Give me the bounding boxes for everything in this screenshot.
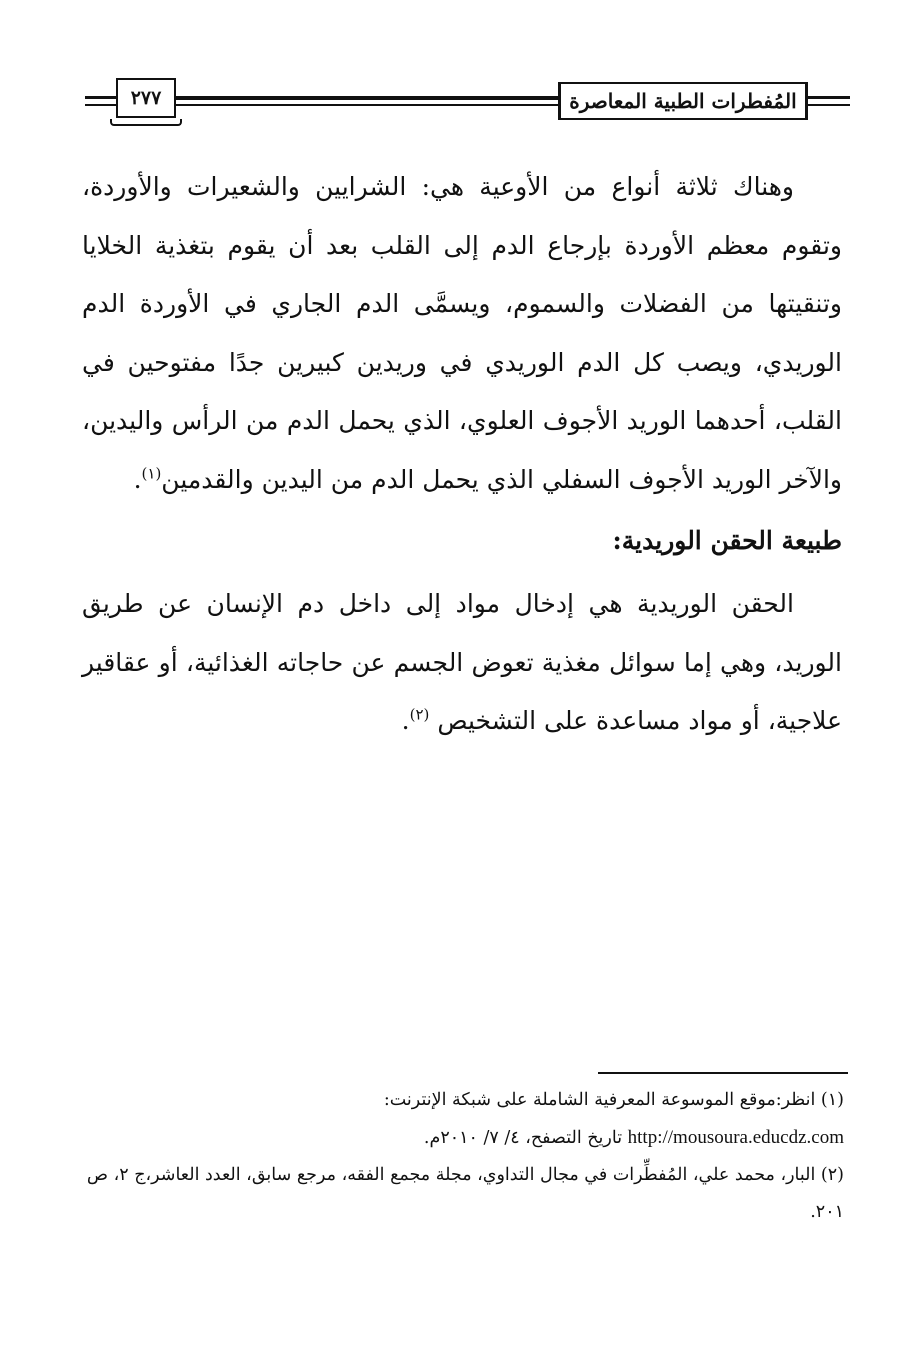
header-rule-right-thin — [808, 104, 850, 106]
footnote-2: (٢) البار، محمد علي، المُفطِّرات في مجال التداوي، مجلة مجمع الفقه، مرجع سابق، العدد العاشر،ج ٢، ص ٢٠١. — [86, 1165, 844, 1222]
header-rule-middle-thin — [176, 104, 558, 106]
running-title: المُفطرات الطبية المعاصرة — [558, 82, 808, 120]
footnote-ref-1: (١) — [141, 464, 162, 483]
footnote-1-line1: (١) انظر:موقع الموسوعة المعرفية الشاملة على شبكة الإنترنت: — [383, 1090, 844, 1110]
paragraph-vessels — [82, 158, 842, 509]
header-rule-left — [85, 96, 116, 99]
paragraph-vessels-end: . — [133, 464, 142, 494]
header-rule-left-thin — [85, 104, 116, 106]
header-rule-right — [808, 96, 850, 99]
paragraph-vessels-text: وهناك ثلاثة أنواع من الأوعية هي: الشرايين والشعيرات والأوردة، وتقوم معظم الأوردة بإرجاع الدم إلى القلب بعد أن يقوم بتغذية الخلايا وتنقيتها من الفضلات والسموم، ويسمَّى الدم الجاري في الأوردة الدم الوريدي، ويصب كل الدم الوريدي في وريدين كبيرين جدًا مفتوحين في القلب، أحدهما الوريد الأجوف العلوي، الذي يحمل الدم من الرأس واليدين، والآخر الوريد الأجوف السفلي الذي يحمل الدم من اليدين والقدمين — [82, 172, 842, 494]
footnote-1-date: تاريخ التصفح، ٤/ ٧/ ٢٠١٠م. — [423, 1128, 623, 1148]
main-text — [82, 158, 842, 751]
footnotes — [82, 1082, 844, 1231]
paragraph-injections-end: . — [401, 706, 410, 735]
header-rule-middle — [176, 96, 558, 100]
footnote-ref-2: (٢) — [409, 705, 430, 724]
footnote-separator — [598, 1072, 848, 1074]
section-heading: طبيعة الحقن الوريدية: — [612, 526, 842, 555]
page-number: ٢٧٧ — [116, 78, 176, 118]
page-header — [0, 0, 907, 140]
footnote-1-url[interactable]: http://mousoura.educdz.com — [627, 1127, 844, 1148]
paragraph-injections-text: الحقن الوريدية هي إدخال مواد إلى داخل دم الإنسان عن طريق الوريد، وهي إما سوائل مغذية تعوض الجسم عن حاجاته الغذائية، أو عقاقير علاجية، أو مواد مساعدة على التشخيص — [82, 589, 842, 735]
paragraph-injections — [82, 575, 842, 751]
footnote-1-line2 — [82, 1119, 844, 1157]
